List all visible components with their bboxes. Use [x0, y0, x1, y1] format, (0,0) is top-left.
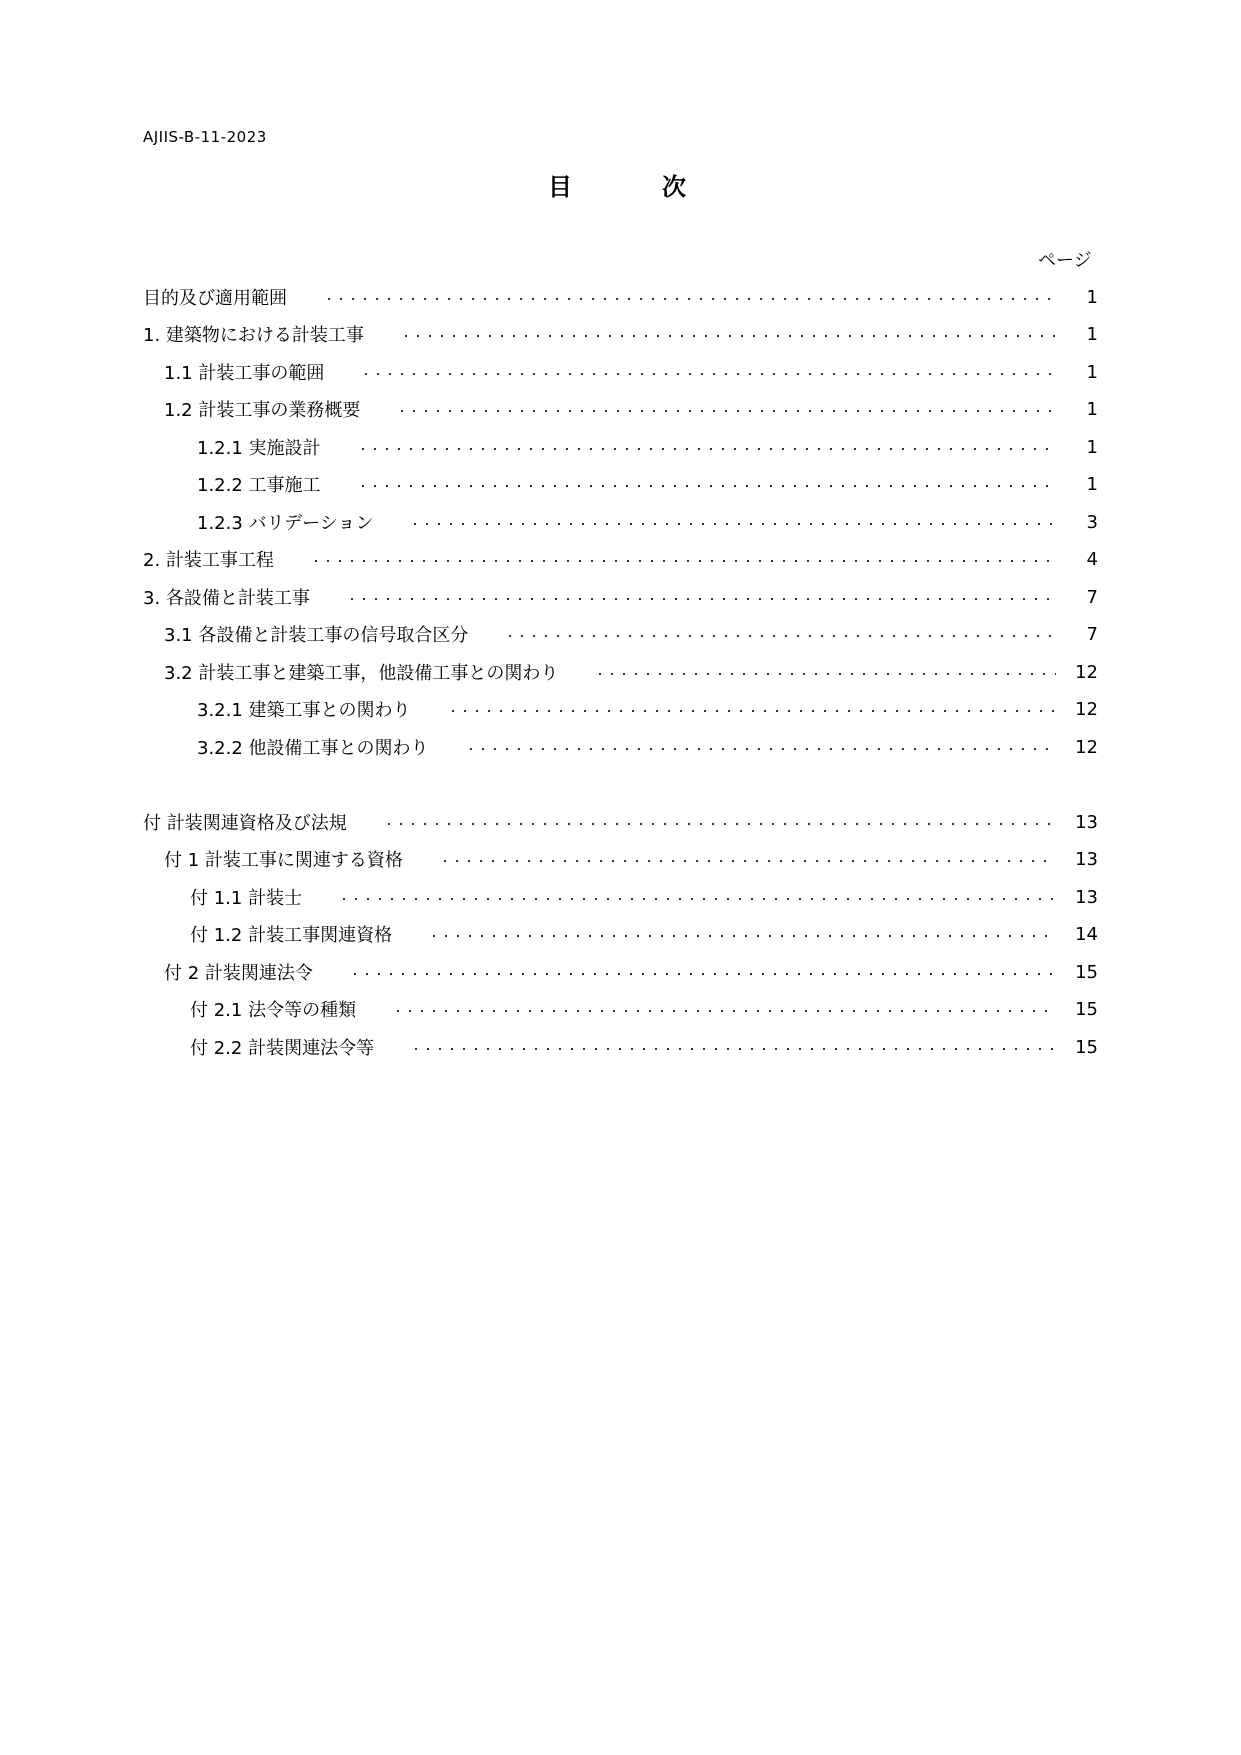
toc-entry[interactable] [197, 696, 1098, 722]
toc-entry-page: 1 [1086, 361, 1098, 383]
toc-entry[interactable] [197, 471, 1098, 497]
toc-entry-label: 付 1.2 計装工事関連資格 [190, 925, 393, 946]
title-char-1: 目 [548, 173, 572, 201]
toc-entry[interactable] [164, 659, 1098, 685]
toc-entry-page: 1 [1086, 398, 1098, 420]
leader-dots [465, 748, 1056, 750]
leader-dots [504, 635, 1056, 637]
toc-entry[interactable] [197, 434, 1098, 460]
leader-dots [357, 485, 1056, 487]
toc-entry-page: 12 [1075, 698, 1098, 720]
toc-entry-page: 1 [1086, 436, 1098, 458]
leader-dots [410, 1048, 1056, 1050]
toc-entry-page: 13 [1075, 848, 1098, 870]
document-id: AJIIS-B-11-2023 [143, 128, 267, 146]
toc-entry[interactable] [143, 284, 1098, 310]
toc-entry[interactable] [143, 584, 1098, 610]
toc-entry-page: 1 [1086, 323, 1098, 345]
toc-entry-label: 1.1 計装工事の範囲 [164, 363, 325, 384]
page-column-label: ページ [1038, 250, 1092, 271]
toc-entry-label: 1. 建築物における計装工事 [143, 325, 364, 346]
toc-entry[interactable] [197, 734, 1098, 760]
toc-entry-page: 15 [1075, 998, 1098, 1020]
toc-entry[interactable] [190, 921, 1098, 947]
leader-dots [360, 373, 1056, 375]
leader-dots [400, 335, 1056, 337]
leader-dots [428, 935, 1056, 937]
toc-entry[interactable] [164, 396, 1098, 422]
toc-entry[interactable] [143, 809, 1098, 835]
leader-dots [594, 673, 1056, 675]
toc-entry-label: 3.2.2 他設備工事との関わり [197, 738, 429, 759]
toc-entry-page: 1 [1086, 473, 1098, 495]
toc-entry[interactable] [164, 359, 1098, 385]
toc-entry-page: 12 [1075, 736, 1098, 758]
toc-entry-page: 7 [1086, 586, 1098, 608]
leader-dots [338, 898, 1056, 900]
toc-entry-label: 目的及び適用範囲 [143, 288, 287, 309]
leader-dots [310, 560, 1056, 562]
toc-entry-page: 1 [1086, 286, 1098, 308]
toc-entry[interactable] [143, 321, 1098, 347]
toc-entry[interactable] [197, 509, 1098, 535]
toc-entry-label: 1.2 計装工事の業務概要 [164, 400, 361, 421]
toc-entry-label: 1.2.3 バリデーション [197, 513, 374, 534]
toc-entry-label: 付 2 計装関連法令 [164, 963, 313, 984]
toc-entry[interactable] [164, 846, 1098, 872]
leader-dots [447, 710, 1056, 712]
toc-entry-label: 2. 計装工事工程 [143, 550, 274, 571]
toc-entry-label: 付 計装関連資格及び法規 [143, 813, 347, 834]
toc-entry-label: 3. 各設備と計装工事 [143, 588, 310, 609]
toc-entry-page: 13 [1075, 811, 1098, 833]
toc-entry[interactable] [190, 1034, 1098, 1060]
toc-entry[interactable] [143, 546, 1098, 572]
leader-dots [323, 298, 1056, 300]
toc-entry-label: 1.2.2 工事施工 [197, 475, 321, 496]
leader-dots [346, 598, 1056, 600]
toc-entry-label: 3.2.1 建築工事との関わり [197, 700, 411, 721]
leader-dots [439, 860, 1056, 862]
toc-entry-page: 7 [1086, 623, 1098, 645]
toc-entry-page: 3 [1086, 511, 1098, 533]
toc-entry[interactable] [190, 884, 1098, 910]
title-char-2: 次 [662, 173, 686, 201]
toc-entry-page: 14 [1075, 923, 1098, 945]
toc-entry-label: 3.2 計装工事と建築工事，他設備工事との関わり [164, 663, 559, 684]
toc-entry-label: 付 2.2 計装関連法令等 [190, 1038, 375, 1059]
leader-dots [383, 823, 1056, 825]
toc-entry-label: 付 2.1 法令等の種類 [190, 1000, 357, 1021]
leader-dots [392, 1010, 1056, 1012]
toc-entry-page: 15 [1075, 961, 1098, 983]
toc-entry-page: 13 [1075, 886, 1098, 908]
toc-entry-label: 3.1 各設備と計装工事の信号取合区分 [164, 625, 469, 646]
toc-entry-page: 15 [1075, 1036, 1098, 1058]
toc-entry[interactable] [164, 621, 1098, 647]
leader-dots [357, 448, 1056, 450]
toc-entry-label: 付 1 計装工事に関連する資格 [164, 850, 403, 871]
toc-entry[interactable] [190, 996, 1098, 1022]
leader-dots [349, 973, 1056, 975]
leader-dots [409, 523, 1056, 525]
leader-dots [396, 410, 1056, 412]
toc-entry-page: 12 [1075, 661, 1098, 683]
toc-entry-label: 1.2.1 実施設計 [197, 438, 321, 459]
toc-entry-page: 4 [1086, 548, 1098, 570]
toc-entry[interactable] [164, 959, 1098, 985]
toc-entry-label: 付 1.1 計装士 [190, 888, 303, 909]
